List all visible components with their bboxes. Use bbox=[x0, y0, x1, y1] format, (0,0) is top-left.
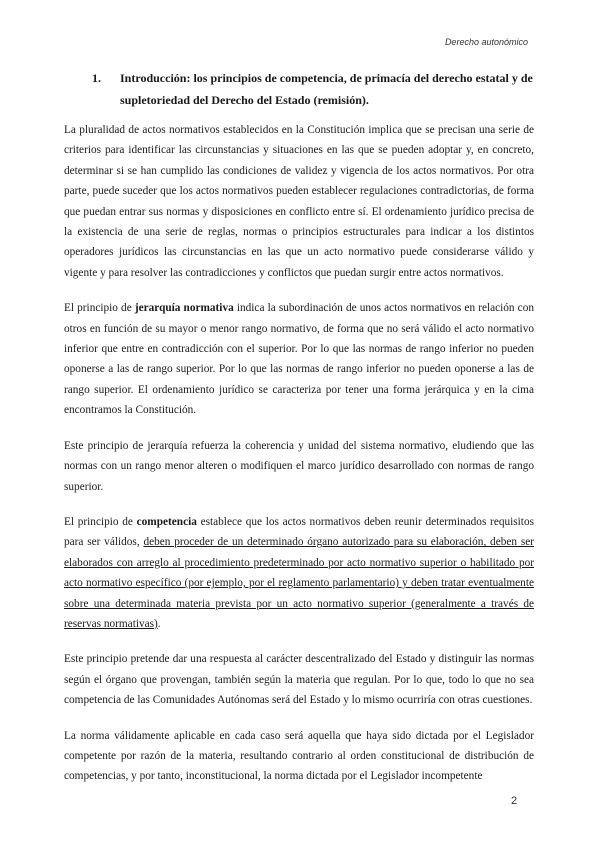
paragraph-5: Este principio pretende dar una respuesta al carácter descentralizado del Estado y distinguir las normas según el órgano que provengan, también según la materia que regulan. Por lo que, todo lo que no sea competencia de las Comunidades Autónomas será del Estado y lo mismo ocurriría con otras cuestiones. bbox=[64, 653, 534, 707]
term-competencia: competencia bbox=[136, 515, 197, 528]
paragraph-2-text-b: indica la subordinación de unos actos normativos en relación con otros en función de su mayor o menor rango normativo, de forma que no será válido el acto normativo inferior que entre en contradicción con el superior. Por lo que las normas de rango inferior no pueden oponerse a las de rango superior. Por lo que las normas de rango inferior no pueden oponerse a las de rango superior. El ordenamiento jurídico se caracteriza por tener una forma jerárquica y en la cima encontramos la Constitución. bbox=[64, 302, 534, 417]
paragraph-3: Este principio de jerarquía refuerza la coherencia y unidad del sistema normativo, eludiendo que las normas con un rango menor alteren o modifiquen el marco jurídico desarrollado con normas de rango superior. bbox=[64, 439, 534, 493]
page-number: 2 bbox=[511, 795, 518, 807]
section-number: 1. bbox=[92, 71, 101, 85]
section-title: Introducción: los principios de competencia, de primacía del derecho estatal y de supletoriedad del Derecho del Estado (remisión). bbox=[120, 71, 533, 107]
paragraph-4-text-a: El principio de bbox=[64, 515, 137, 528]
paragraph-2-text-a: El principio de bbox=[64, 302, 135, 315]
paragraph-2 bbox=[64, 298, 534, 420]
section-heading bbox=[92, 67, 542, 111]
term-jerarquia-normativa: jerarquía normativa bbox=[134, 302, 234, 315]
paragraph-1: La pluralidad de actos normativos establecidos en la Constitución implica que se precisan una serie de criterios para identificar las circunstancias y situaciones en las que se pueden adoptar y, en concreto, determinar si se han cumplido las condiciones de validez y vigencia de los actos normativos. Por otra parte, puede suceder que los actos normativos pueden establecer regulaciones contradictorias, de forma que puedan entrar sus normas y disposiciones en conflicto entre sí. El ordenamiento jurídico precisa de la existencia de una serie de reglas, normas o principios estructurales para indicar a los distintos operadores jurídicos las circunstancias en las que un acto normativo puede considerarse válido y vigente y para resolver las contradicciones y conflictos que puedan surgir entre actos normativos. bbox=[64, 124, 534, 279]
paragraph-6: La norma válidamente aplicable en cada caso será aquella que haya sido dictada por el Legislador competente por razón de la materia, resultando contrario al orden constitucional de distribución de competencias, y por tanto, inconstitucional, la norma dictada por el Legislador incompetente bbox=[64, 729, 534, 783]
body-text bbox=[64, 120, 534, 802]
paragraph-4-text-c: . bbox=[157, 617, 161, 630]
paragraph-4 bbox=[64, 512, 534, 634]
paragraph-4-text-b: establece que los actos normativos deben reunir determinados requisitos para ser válidos, bbox=[64, 515, 534, 549]
underlined-requirements: deben proceder de un determinado órgano autorizado para su elaboración, deben ser elaborados con arreglo al procedimiento predeterminado por acto normativo superior o habilitado por acto normativo específico (por ejemplo, por el reglamento parlamentario) y deben tratar eventualmente sobre una determinada materia prevista por un acto normativo superior (generalmente a través de reservas normativas) bbox=[64, 536, 534, 630]
running-header: Derecho autonómico bbox=[444, 37, 528, 47]
